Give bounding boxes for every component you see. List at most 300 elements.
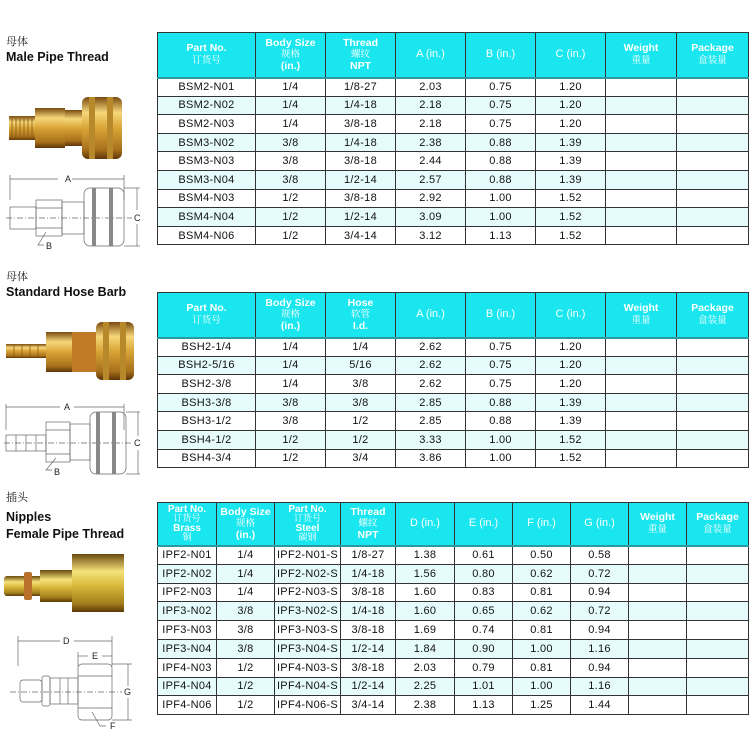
cell-weight — [629, 658, 687, 677]
dim-label-b: B — [54, 467, 61, 477]
cell-package — [677, 170, 749, 189]
header-e: E (in.) — [455, 503, 513, 546]
cell-part-no: BSM2-N02 — [158, 96, 256, 115]
table-row — [158, 621, 749, 640]
cell-package — [687, 639, 749, 658]
header-body-size: Body Size 规格 (in.) — [256, 293, 326, 338]
header-thread: Thread 螺纹 NPT — [326, 33, 396, 78]
header-body-size: Body Size 规格 (in.) — [256, 33, 326, 78]
cell-d: 2.25 — [396, 677, 455, 696]
cell-package — [677, 115, 749, 134]
cell-b: 0.88 — [466, 133, 536, 152]
cell-body-size: 1/2 — [256, 208, 326, 227]
table-row — [158, 602, 749, 621]
cell-weight — [606, 115, 677, 134]
header-c: C (in.) — [536, 293, 606, 338]
header-b: B (in.) — [466, 293, 536, 338]
cell-thread: 3/8-18 — [341, 583, 396, 602]
cell-part-no: BSM4-N03 — [158, 189, 256, 208]
cell-weight — [606, 170, 677, 189]
cell-thread: 1/2-14 — [326, 208, 396, 227]
cell-a: 3.33 — [396, 430, 466, 449]
cell-package — [677, 356, 749, 375]
cell-e: 0.74 — [455, 621, 513, 640]
cell-package — [687, 602, 749, 621]
cell-a: 2.92 — [396, 189, 466, 208]
cell-body-size: 1/4 — [217, 564, 275, 583]
cell-body-size: 1/2 — [217, 677, 275, 696]
cell-body-size: 1/4 — [256, 78, 326, 97]
table-row — [158, 133, 749, 152]
cell-weight — [606, 208, 677, 227]
cell-f: 1.00 — [513, 639, 571, 658]
cell-b: 0.75 — [466, 356, 536, 375]
cell-weight — [606, 96, 677, 115]
cell-package — [677, 430, 749, 449]
cell-b: 0.75 — [466, 115, 536, 134]
cell-thread: 1/2-14 — [341, 639, 396, 658]
cell-e: 0.79 — [455, 658, 513, 677]
cell-weight — [606, 338, 677, 357]
cell-hose-id: 3/8 — [326, 393, 396, 412]
cell-hose-id: 1/2 — [326, 430, 396, 449]
male-pipe-thread-dimension-drawing — [6, 170, 146, 250]
cell-weight — [606, 393, 677, 412]
cell-thread: 1/4-18 — [326, 133, 396, 152]
cell-weight — [606, 133, 677, 152]
cell-package — [687, 621, 749, 640]
cell-e: 1.13 — [455, 696, 513, 715]
cell-a: 2.62 — [396, 356, 466, 375]
cell-part-no: BSM2-N03 — [158, 115, 256, 134]
cell-b: 1.00 — [466, 430, 536, 449]
section-title-en: Male Pipe Thread — [6, 50, 109, 64]
header-part-no-steel: Part No. 订货号 Steel 碳钢 — [275, 503, 341, 546]
header-body-size: Body Size 规格 (in.) — [217, 503, 275, 546]
cell-b: 0.75 — [466, 375, 536, 394]
cell-part-no-steel: IPF4-N06-S — [275, 696, 341, 715]
table-row — [158, 189, 749, 208]
cell-thread: 3/8-18 — [341, 658, 396, 677]
dim-label-a: A — [65, 174, 72, 184]
cell-part-no-steel: IPF2-N02-S — [275, 564, 341, 583]
cell-body-size: 1/2 — [217, 658, 275, 677]
cell-weight — [606, 356, 677, 375]
cell-c: 1.52 — [536, 449, 606, 468]
section-title-cn: 母体 — [6, 36, 28, 48]
cell-c: 1.39 — [536, 133, 606, 152]
cell-package — [687, 677, 749, 696]
section-title-male-pipe-thread — [6, 36, 109, 66]
cell-part-no: BSM2-N01 — [158, 78, 256, 97]
cell-c: 1.39 — [536, 412, 606, 431]
cell-d: 1.60 — [396, 583, 455, 602]
cell-thread: 1/4-18 — [326, 96, 396, 115]
cell-part-no-steel: IPF4-N03-S — [275, 658, 341, 677]
cell-e: 0.80 — [455, 564, 513, 583]
cell-c: 1.20 — [536, 115, 606, 134]
cell-weight — [606, 189, 677, 208]
cell-part-no-steel: IPF3-N04-S — [275, 639, 341, 658]
cell-package — [677, 226, 749, 245]
table-row — [158, 226, 749, 245]
cell-a: 2.57 — [396, 170, 466, 189]
header-b: B (in.) — [466, 33, 536, 78]
cell-b: 1.00 — [466, 449, 536, 468]
cell-a: 2.18 — [396, 115, 466, 134]
header-weight: Weight 重量 — [606, 33, 677, 78]
cell-body-size: 3/8 — [256, 133, 326, 152]
cell-body-size: 3/8 — [256, 393, 326, 412]
cell-part-no: BSH2-1/4 — [158, 338, 256, 357]
cell-part-no-steel: IPF3-N03-S — [275, 621, 341, 640]
cell-package — [677, 96, 749, 115]
cell-part-no-brass: IPF2-N03 — [158, 583, 217, 602]
header-g: G (in.) — [571, 503, 629, 546]
header-f: F (in.) — [513, 503, 571, 546]
cell-f: 1.25 — [513, 696, 571, 715]
cell-a: 2.03 — [396, 78, 466, 97]
cell-part-no-brass: IPF3-N02 — [158, 602, 217, 621]
header-part-no: Part No. 订货号 — [158, 293, 256, 338]
cell-c: 1.52 — [536, 208, 606, 227]
cell-d: 1.69 — [396, 621, 455, 640]
cell-a: 3.86 — [396, 449, 466, 468]
cell-body-size: 1/2 — [256, 449, 326, 468]
cell-body-size: 3/8 — [217, 602, 275, 621]
cell-part-no: BSH2-5/16 — [158, 356, 256, 375]
cell-b: 1.13 — [466, 226, 536, 245]
table-row — [158, 375, 749, 394]
section-title-cn: 插头 — [6, 492, 28, 504]
dim-label-e: E — [92, 651, 99, 661]
table-row — [158, 677, 749, 696]
cell-weight — [629, 621, 687, 640]
male-pipe-thread-coupler-photo — [6, 94, 126, 164]
table-row — [158, 393, 749, 412]
cell-b: 0.75 — [466, 96, 536, 115]
cell-a: 2.62 — [396, 338, 466, 357]
cell-body-size: 3/8 — [256, 412, 326, 431]
cell-a: 2.44 — [396, 152, 466, 171]
table-row — [158, 583, 749, 602]
cell-part-no: BSH2-3/8 — [158, 375, 256, 394]
cell-b: 0.88 — [466, 152, 536, 171]
table-row — [158, 78, 749, 97]
cell-f: 0.62 — [513, 602, 571, 621]
section-title-en: Standard Hose Barb — [6, 285, 127, 299]
cell-thread: 3/8-18 — [326, 115, 396, 134]
cell-e: 0.61 — [455, 546, 513, 565]
cell-body-size: 1/2 — [256, 189, 326, 208]
cell-thread: 3/8-18 — [341, 621, 396, 640]
table-header-row — [158, 293, 749, 338]
hose-barb-dimension-drawing — [4, 400, 144, 480]
cell-b: 0.88 — [466, 412, 536, 431]
cell-g: 0.94 — [571, 658, 629, 677]
table-header-row — [158, 503, 749, 546]
cell-b: 0.75 — [466, 78, 536, 97]
dim-label-c: C — [134, 438, 141, 448]
cell-c: 1.52 — [536, 226, 606, 245]
table-row — [158, 449, 749, 468]
table-row — [158, 546, 749, 565]
cell-body-size: 1/4 — [256, 96, 326, 115]
cell-body-size: 1/4 — [256, 115, 326, 134]
cell-body-size: 3/8 — [256, 152, 326, 171]
cell-e: 0.90 — [455, 639, 513, 658]
cell-body-size: 1/2 — [256, 430, 326, 449]
cell-e: 1.01 — [455, 677, 513, 696]
cell-package — [677, 375, 749, 394]
cell-package — [687, 583, 749, 602]
cell-c: 1.20 — [536, 356, 606, 375]
dim-label-c: C — [134, 213, 141, 223]
dim-label-f: F — [110, 721, 116, 731]
header-c: C (in.) — [536, 33, 606, 78]
cell-weight — [629, 696, 687, 715]
cell-f: 0.81 — [513, 621, 571, 640]
header-part-no: Part No. 订货号 — [158, 33, 256, 78]
cell-body-size: 1/4 — [217, 583, 275, 602]
cell-f: 0.81 — [513, 583, 571, 602]
table-header-row — [158, 33, 749, 78]
header-hose-id: Hose 软管 I.d. — [326, 293, 396, 338]
cell-package — [687, 564, 749, 583]
cell-c: 1.20 — [536, 78, 606, 97]
table-row — [158, 208, 749, 227]
cell-c: 1.39 — [536, 170, 606, 189]
cell-package — [677, 208, 749, 227]
nipple-spec-table — [157, 502, 749, 715]
cell-part-no-brass: IPF2-N02 — [158, 564, 217, 583]
cell-part-no-brass: IPF3-N03 — [158, 621, 217, 640]
cell-d: 1.38 — [396, 546, 455, 565]
cell-body-size: 1/4 — [256, 338, 326, 357]
cell-thread: 3/4-14 — [341, 696, 396, 715]
cell-package — [677, 78, 749, 97]
cell-hose-id: 1/4 — [326, 338, 396, 357]
cell-g: 1.16 — [571, 677, 629, 696]
cell-part-no-steel: IPF2-N03-S — [275, 583, 341, 602]
cell-thread: 1/2-14 — [326, 170, 396, 189]
cell-part-no: BSM3-N02 — [158, 133, 256, 152]
cell-a: 2.85 — [396, 412, 466, 431]
cell-g: 0.94 — [571, 583, 629, 602]
cell-d: 1.56 — [396, 564, 455, 583]
cell-d: 2.03 — [396, 658, 455, 677]
cell-weight — [606, 449, 677, 468]
cell-weight — [606, 412, 677, 431]
cell-body-size: 1/2 — [217, 696, 275, 715]
cell-package — [677, 412, 749, 431]
cell-c: 1.39 — [536, 393, 606, 412]
cell-weight — [629, 602, 687, 621]
cell-part-no-steel: IPF2-N01-S — [275, 546, 341, 565]
cell-body-size: 1/4 — [256, 356, 326, 375]
cell-c: 1.39 — [536, 152, 606, 171]
cell-a: 3.09 — [396, 208, 466, 227]
cell-weight — [629, 546, 687, 565]
cell-part-no-brass: IPF2-N01 — [158, 546, 217, 565]
cell-g: 0.72 — [571, 564, 629, 583]
cell-package — [677, 189, 749, 208]
cell-part-no-steel: IPF4-N04-S — [275, 677, 341, 696]
dim-label-a: A — [64, 402, 71, 412]
table-row — [158, 430, 749, 449]
cell-b: 0.88 — [466, 170, 536, 189]
cell-b: 1.00 — [466, 208, 536, 227]
cell-hose-id: 3/4 — [326, 449, 396, 468]
cell-a: 2.85 — [396, 393, 466, 412]
table-row — [158, 696, 749, 715]
cell-thread: 1/4-18 — [341, 602, 396, 621]
cell-hose-id: 5/16 — [326, 356, 396, 375]
cell-weight — [606, 226, 677, 245]
cell-part-no: BSM3-N03 — [158, 152, 256, 171]
cell-part-no-steel: IPF3-N02-S — [275, 602, 341, 621]
cell-b: 0.75 — [466, 338, 536, 357]
cell-weight — [606, 375, 677, 394]
cell-thread: 1/4-18 — [341, 564, 396, 583]
cell-part-no: BSH4-1/2 — [158, 430, 256, 449]
cell-d: 2.38 — [396, 696, 455, 715]
cell-body-size: 1/4 — [256, 375, 326, 394]
header-part-no-brass: Part No. 订货号 Brass 铜 — [158, 503, 217, 546]
cell-c: 1.52 — [536, 189, 606, 208]
section-title-en-2: Female Pipe Thread — [6, 527, 125, 541]
cell-part-no: BSM4-N06 — [158, 226, 256, 245]
table-row — [158, 639, 749, 658]
cell-part-no-brass: IPF3-N04 — [158, 639, 217, 658]
header-a: A (in.) — [396, 293, 466, 338]
cell-body-size: 3/8 — [256, 170, 326, 189]
cell-f: 0.50 — [513, 546, 571, 565]
header-package: Package 盒装量 — [677, 293, 749, 338]
cell-a: 2.18 — [396, 96, 466, 115]
cell-package — [687, 658, 749, 677]
cell-weight — [629, 564, 687, 583]
nipple-dimension-drawing — [6, 632, 146, 732]
male-pipe-thread-spec-table — [157, 32, 749, 245]
header-thread: Thread 螺纹 NPT — [341, 503, 396, 546]
cell-package — [677, 393, 749, 412]
section-title-standard-hose-barb — [6, 271, 126, 301]
cell-body-size: 1/4 — [217, 546, 275, 565]
dim-label-d: D — [63, 636, 70, 646]
cell-part-no-brass: IPF4-N03 — [158, 658, 217, 677]
table-row — [158, 564, 749, 583]
section-title-en: Nipples — [6, 510, 52, 524]
table-row — [158, 152, 749, 171]
table-row — [158, 96, 749, 115]
cell-a: 2.38 — [396, 133, 466, 152]
cell-g: 1.44 — [571, 696, 629, 715]
hose-barb-spec-table — [157, 292, 749, 468]
table-row — [158, 115, 749, 134]
header-package: Package 盒装量 — [687, 503, 749, 546]
cell-hose-id: 1/2 — [326, 412, 396, 431]
cell-b: 0.88 — [466, 393, 536, 412]
header-d: D (in.) — [396, 503, 455, 546]
table-row — [158, 658, 749, 677]
cell-g: 0.58 — [571, 546, 629, 565]
cell-f: 1.00 — [513, 677, 571, 696]
cell-e: 0.83 — [455, 583, 513, 602]
cell-part-no: BSM4-N04 — [158, 208, 256, 227]
cell-weight — [629, 583, 687, 602]
cell-weight — [629, 677, 687, 696]
cell-part-no: BSH4-3/4 — [158, 449, 256, 468]
cell-g: 0.72 — [571, 602, 629, 621]
table-row — [158, 170, 749, 189]
nipple-female-thread-photo — [2, 552, 126, 614]
cell-part-no: BSM3-N04 — [158, 170, 256, 189]
cell-body-size: 3/8 — [217, 621, 275, 640]
cell-package — [687, 546, 749, 565]
cell-weight — [606, 78, 677, 97]
cell-f: 0.62 — [513, 564, 571, 583]
cell-weight — [606, 152, 677, 171]
cell-thread: 1/8-27 — [326, 78, 396, 97]
cell-c: 1.20 — [536, 96, 606, 115]
cell-package — [687, 696, 749, 715]
dim-label-g: G — [124, 687, 132, 697]
table-row — [158, 412, 749, 431]
section-title-cn: 母体 — [6, 271, 28, 283]
cell-d: 1.60 — [396, 602, 455, 621]
cell-part-no: BSH3-1/2 — [158, 412, 256, 431]
cell-part-no: BSH3-3/8 — [158, 393, 256, 412]
cell-package — [677, 152, 749, 171]
cell-part-no-brass: IPF4-N04 — [158, 677, 217, 696]
cell-body-size: 3/8 — [217, 639, 275, 658]
cell-g: 1.16 — [571, 639, 629, 658]
cell-d: 1.84 — [396, 639, 455, 658]
cell-f: 0.81 — [513, 658, 571, 677]
cell-c: 1.20 — [536, 338, 606, 357]
cell-hose-id: 3/8 — [326, 375, 396, 394]
table-row — [158, 356, 749, 375]
cell-weight — [606, 430, 677, 449]
cell-part-no-brass: IPF4-N06 — [158, 696, 217, 715]
cell-thread: 1/8-27 — [341, 546, 396, 565]
cell-thread: 3/8-18 — [326, 152, 396, 171]
cell-body-size: 1/2 — [256, 226, 326, 245]
cell-weight — [629, 639, 687, 658]
cell-package — [677, 338, 749, 357]
cell-a: 2.62 — [396, 375, 466, 394]
cell-b: 1.00 — [466, 189, 536, 208]
hose-barb-coupler-photo — [4, 320, 136, 382]
cell-a: 3.12 — [396, 226, 466, 245]
cell-thread: 3/8-18 — [326, 189, 396, 208]
cell-c: 1.52 — [536, 430, 606, 449]
cell-thread: 1/2-14 — [341, 677, 396, 696]
section-title-nipples-female-pipe-thread — [6, 492, 124, 543]
header-a: A (in.) — [396, 33, 466, 78]
header-package: Package 盒装量 — [677, 33, 749, 78]
table-row — [158, 338, 749, 357]
cell-e: 0.65 — [455, 602, 513, 621]
dim-label-b: B — [46, 241, 53, 250]
cell-package — [677, 133, 749, 152]
header-weight: Weight 重量 — [629, 503, 687, 546]
header-weight: Weight 重量 — [606, 293, 677, 338]
cell-g: 0.94 — [571, 621, 629, 640]
cell-c: 1.20 — [536, 375, 606, 394]
cell-thread: 3/4-14 — [326, 226, 396, 245]
